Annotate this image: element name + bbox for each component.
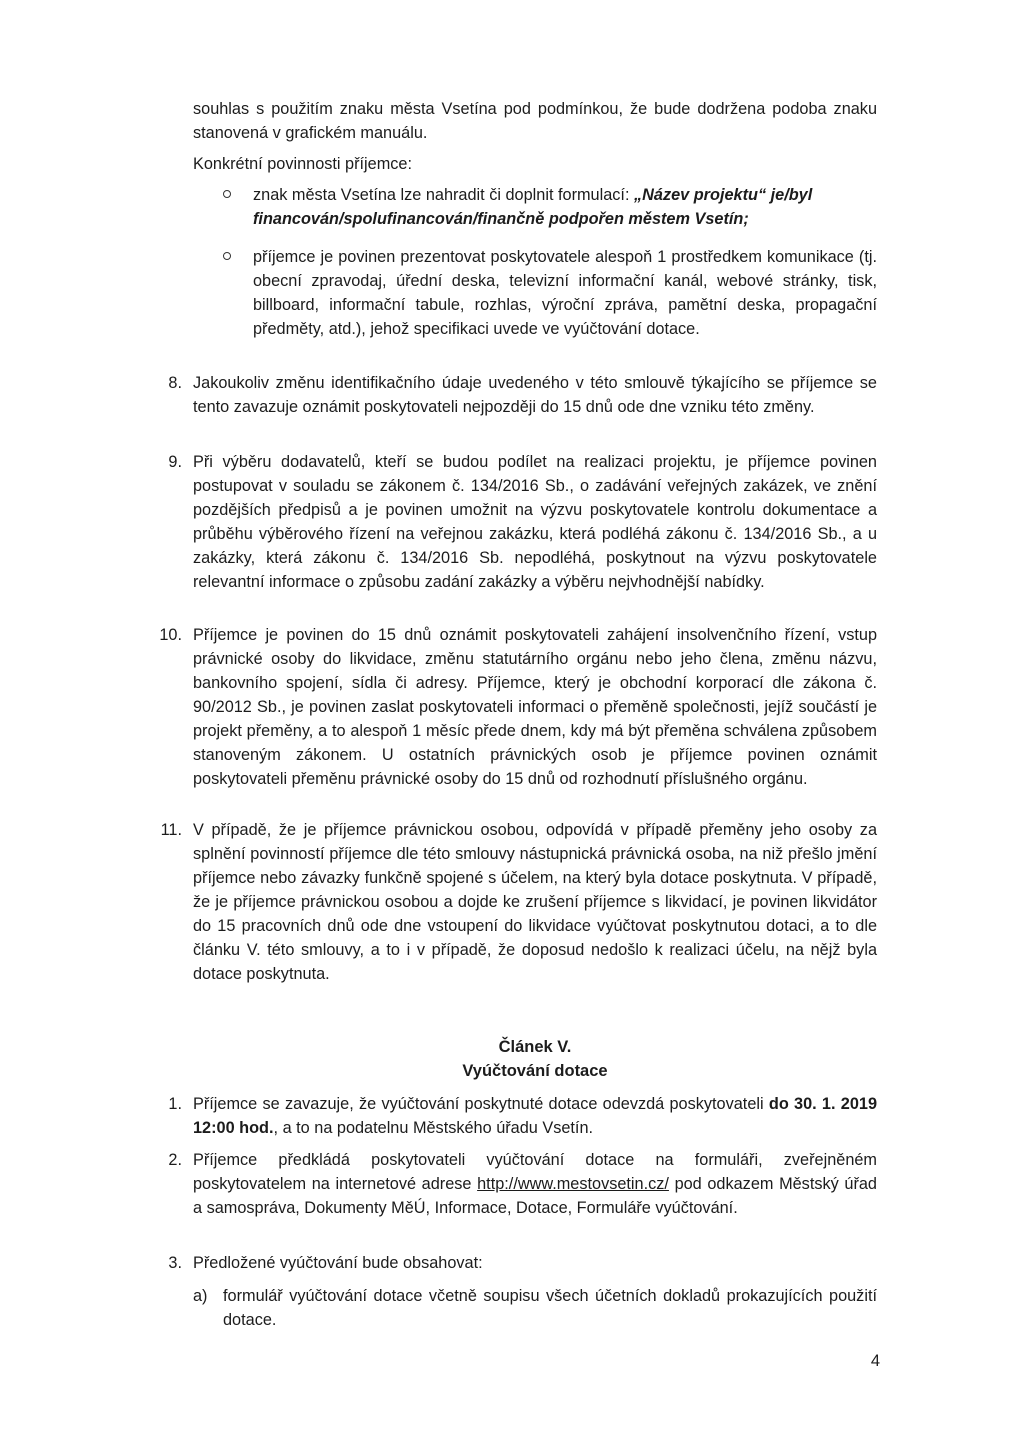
article-title: Vyúčtování dotace [462, 1062, 608, 1080]
intro-paragraph: souhlas s použitím znaku města Vsetína pod podmínkou, že bude dodržena podoba znaku stanovená v grafickém manuálu. [193, 100, 877, 142]
article-number: Článek V. [498, 1038, 572, 1056]
page-number: 4 [870, 1352, 880, 1370]
item-8-text: Jakoukoliv změnu identifikačního údaje uvedeného v této smlouvě týkajícího se příjemce se tento zavazuje oznámit poskytovateli nejpozději do 15 dnů ode dne vzniku této změny. [193, 374, 877, 416]
bullet-logo-lead: znak města Vsetína lze nahradit či doplnit formulací: [253, 186, 634, 204]
sub-item-label: a) [193, 1287, 208, 1305]
article-item-2-text [193, 1148, 877, 1220]
bullet-marker [223, 190, 231, 198]
item-number: 9. [168, 453, 182, 471]
item-9-text: Při výběru dodavatelů, kteří se budou podílet na realizaci projektu, je příjemce povinen postupovat v souladu se zákonem č. 134/2016 Sb., o zadávání veřejných zakázek, ve znění pozdějších předpisů a je povinen umožnit na výzvu poskytovatele kontrolu dokumentace a průběhu výběrového řízení na veřejnou zakázku, která podléhá zákonu č. 134/2016 Sb., a u zakázky, která zákonu č. 134/2016 Sb. nepodléhá, poskytnout na výzvu poskytovatele relevantní informace o způsobu zadání zakázky a výběru nejvhodnější nabídky. [193, 453, 877, 591]
article-item-1-tail: , a to na podatelnu Městského úřadu Vsetín. [273, 1119, 594, 1137]
item-number: 10. [159, 626, 182, 644]
bullet-item-presentation: příjemce je povinen prezentovat poskytovatele alespoň 1 prostředkem komunikace (tj. obecní zpravodaj, úřední deska, televizní informační kanál, webové stránky, tisk, billboard, informační tabule, rozhlas, výroční zpráva, pamětní deska, propagační předměty, atd.), jehož specifikaci uvede ve vyúčtování dotace. [253, 248, 877, 338]
item-number: 11. [160, 821, 182, 839]
bullet-logo-formula: „Název projektu“ je/byl financován/spolufinancován/finančně podpořen městem Vsetín; [253, 186, 813, 228]
article-item-2-tail: pod odkazem Městský úřad a samospráva, Dokumenty MěÚ, Informace, Dotace, Formuláře vyúčtování. [193, 1175, 877, 1217]
article-item-2-lead: Příjemce předkládá poskytovateli vyúčtování dotace na formuláři, zveřejněném poskytovatelem na internetové adrese [193, 1151, 877, 1193]
item-number: 1. [168, 1095, 182, 1113]
sub-item-a-text: formulář vyúčtování dotace včetně soupisu všech účetních dokladů prokazujících použití dotace. [223, 1287, 877, 1329]
item-number: 3. [168, 1254, 182, 1272]
item-number: 8. [168, 374, 182, 392]
deadline: do 30. 1. 2019 12:00 hod. [193, 1095, 877, 1137]
item-11-text: V případě, že je příjemce právnickou osobou, odpovídá v případě přeměny jeho osoby za splnění povinností příjemce dle této smlouvy nástupnická právnická osoba, na niž přešlo jmění příjemce nebo závazky funkčně spojené s účelem, na který byla dotace poskytnuta. V případě, že je příjemce právnickou osobou a dojde ke zrušení příjemce s likvidací, je povinen likvidátor do 15 pracovních dnů ode dne vstoupení do likvidace vyúčtovat poskytnutou dotaci, a to dle článku V. této smlouvy, a to i v případě, že doposud nedošlo k realizaci účelu, na nějž byla dotace poskytnuta. [193, 821, 877, 983]
bullet-item-logo [253, 183, 877, 231]
item-number: 2. [168, 1151, 182, 1169]
article-item-1-text [193, 1092, 877, 1140]
bullet-marker [223, 252, 231, 260]
article-item-1-lead: Příjemce se zavazuje, že vyúčtování poskytnuté dotace odevzdá poskytovateli [193, 1095, 769, 1113]
item-10-text: Příjemce je povinen do 15 dnů oznámit poskytovateli zahájení insolvenčního řízení, vstup právnické osoby do likvidace, změnu statutárního orgánu nebo jeho člena, změnu názvu, bankovního spojení, sídla či adresy. Příjemce, který je obchodní korporací dle zákona č. 90/2012 Sb., je povinen zaslat poskytovateli informaci o přeměně společnosti, jejíž součástí je projekt přeměny, a to alespoň 1 měsíc přede dnem, kdy má být přeměna schválena způsobem stanoveným zákonem. U ostatních právnických osob je příjemce povinen oznámit poskytovateli přeměnu právnické osoby do 15 dnů od rozhodnutí příslušného orgánu. [193, 626, 877, 788]
duties-heading: Konkrétní povinnosti příjemce: [193, 155, 413, 173]
website-link[interactable]: http://www.mestovsetin.cz/ [477, 1175, 669, 1193]
article-item-3-text: Předložené vyúčtování bude obsahovat: [193, 1254, 483, 1272]
